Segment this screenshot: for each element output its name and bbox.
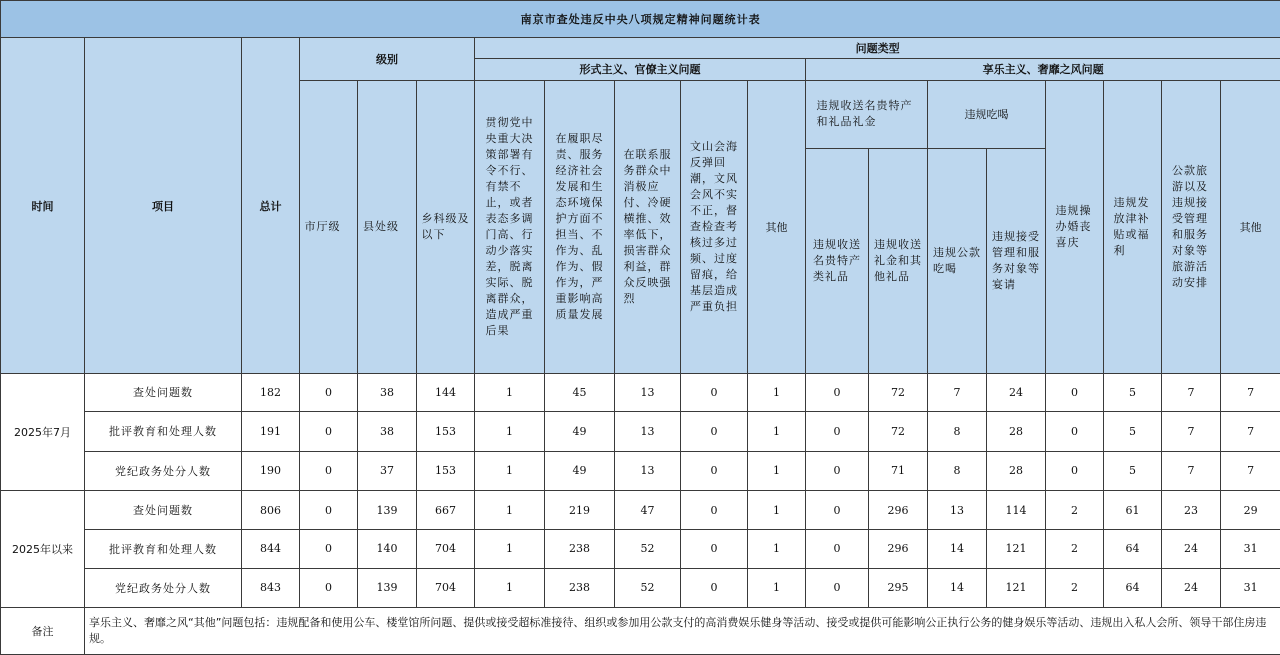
header-level-city: 市厅级 bbox=[300, 80, 358, 373]
cell: 24 bbox=[987, 373, 1046, 411]
cell: 0 bbox=[300, 451, 358, 490]
header-gift-group: 违规收送名贵特产和礼品礼金 bbox=[806, 80, 928, 148]
table-row bbox=[1, 412, 1280, 451]
cell: 296 bbox=[869, 490, 928, 529]
cell: 28 bbox=[987, 451, 1046, 490]
remark-label: 备注 bbox=[1, 608, 85, 655]
cell: 0 bbox=[681, 490, 748, 529]
cell: 238 bbox=[545, 568, 615, 607]
cell: 8 bbox=[928, 451, 987, 490]
header-hedonism-other: 其他 bbox=[1221, 80, 1280, 373]
cell: 0 bbox=[300, 412, 358, 451]
cell: 0 bbox=[681, 451, 748, 490]
cell-total: 806 bbox=[242, 490, 300, 529]
cell: 64 bbox=[1104, 530, 1162, 568]
cell: 1 bbox=[748, 568, 806, 607]
cell: 0 bbox=[806, 568, 869, 607]
cell: 121 bbox=[987, 568, 1046, 607]
table-row bbox=[1, 490, 1280, 529]
header-formalism-decision: 贯彻党中央重大决策部署有令不行、有禁不止，或者表态多调门高、行动少落实差，脱离实际、脱离群众，造成严重后果 bbox=[475, 80, 545, 373]
cell: 13 bbox=[615, 412, 681, 451]
cell: 1 bbox=[748, 451, 806, 490]
cell: 0 bbox=[806, 530, 869, 568]
header-formalism-other: 其他 bbox=[748, 80, 806, 373]
cell: 0 bbox=[806, 373, 869, 411]
table-row bbox=[1, 373, 1280, 411]
cell: 14 bbox=[928, 530, 987, 568]
cell: 296 bbox=[869, 530, 928, 568]
row-item: 批评教育和处理人数 bbox=[85, 530, 242, 568]
period-label: 2025年以来 bbox=[1, 490, 85, 607]
cell: 13 bbox=[615, 373, 681, 411]
cell: 7 bbox=[1162, 412, 1221, 451]
cell: 24 bbox=[1162, 530, 1221, 568]
header-time: 时间 bbox=[1, 38, 85, 373]
cell: 24 bbox=[1162, 568, 1221, 607]
cell: 38 bbox=[358, 412, 417, 451]
row-item: 党纪政务处分人数 bbox=[85, 568, 242, 607]
row-item: 查处问题数 bbox=[85, 373, 242, 411]
cell: 238 bbox=[545, 530, 615, 568]
cell: 7 bbox=[1221, 412, 1280, 451]
cell: 144 bbox=[417, 373, 475, 411]
period-label: 2025年7月 bbox=[1, 373, 85, 490]
cell: 7 bbox=[1221, 451, 1280, 490]
remark-text: 享乐主义、奢靡之风“其他”问题包括：违规配备和使用公车、楼堂馆所问题、提供或接受超标准接待、组织或参加用公款支付的高消费娱乐健身等活动、接受或提供可能影响公正执行公务的健身娱乐等活动、违规出入私人会所、领导干部住房违规。 bbox=[85, 608, 1280, 655]
row-item: 查处问题数 bbox=[85, 490, 242, 529]
cell: 0 bbox=[681, 568, 748, 607]
cell: 1 bbox=[475, 568, 545, 607]
cell: 38 bbox=[358, 373, 417, 411]
cell: 295 bbox=[869, 568, 928, 607]
cell: 8 bbox=[928, 412, 987, 451]
cell: 0 bbox=[300, 568, 358, 607]
cell: 52 bbox=[615, 530, 681, 568]
header-hedonism: 享乐主义、奢靡之风问题 bbox=[806, 58, 1280, 80]
row-item: 党纪政务处分人数 bbox=[85, 451, 242, 490]
cell: 0 bbox=[681, 412, 748, 451]
cell: 1 bbox=[475, 530, 545, 568]
cell: 0 bbox=[681, 530, 748, 568]
cell: 2 bbox=[1046, 490, 1104, 529]
cell: 1 bbox=[475, 451, 545, 490]
table-row bbox=[1, 530, 1280, 568]
cell: 49 bbox=[545, 412, 615, 451]
cell: 13 bbox=[615, 451, 681, 490]
cell: 23 bbox=[1162, 490, 1221, 529]
cell: 704 bbox=[417, 568, 475, 607]
cell-total: 191 bbox=[242, 412, 300, 451]
cell: 7 bbox=[928, 373, 987, 411]
header-total: 总计 bbox=[242, 38, 300, 373]
cell: 0 bbox=[681, 373, 748, 411]
header-formalism-service: 在联系服务群众中消极应付、冷硬横推、效率低下，损害群众利益，群众反映强烈 bbox=[615, 80, 681, 373]
cell: 153 bbox=[417, 451, 475, 490]
cell: 7 bbox=[1221, 373, 1280, 411]
cell: 64 bbox=[1104, 568, 1162, 607]
cell: 45 bbox=[545, 373, 615, 411]
cell: 0 bbox=[300, 490, 358, 529]
cell: 114 bbox=[987, 490, 1046, 529]
header-subsidies: 违规发放津补贴或福利 bbox=[1104, 80, 1162, 373]
cell: 28 bbox=[987, 412, 1046, 451]
header-gift-specialty: 违规收送名贵特产类礼品 bbox=[806, 149, 869, 374]
header-gift-money: 违规收送礼金和其他礼品 bbox=[869, 149, 928, 374]
cell: 52 bbox=[615, 568, 681, 607]
table-row bbox=[1, 451, 1280, 490]
cell: 1 bbox=[748, 373, 806, 411]
header-level-township: 乡科级及以下 bbox=[417, 80, 475, 373]
cell: 72 bbox=[869, 373, 928, 411]
cell: 14 bbox=[928, 568, 987, 607]
cell: 1 bbox=[748, 530, 806, 568]
cell: 37 bbox=[358, 451, 417, 490]
cell: 71 bbox=[869, 451, 928, 490]
cell: 0 bbox=[806, 412, 869, 451]
cell: 1 bbox=[475, 373, 545, 411]
header-formalism-meetings: 文山会海反弹回潮，文风会风不实不正，督查检查考核过多过频、过度留痕，给基层造成严重负担 bbox=[681, 80, 748, 373]
header-dining-public: 违规公款吃喝 bbox=[928, 149, 987, 374]
header-dining-banquet: 违规接受管理和服务对象等宴请 bbox=[987, 149, 1046, 374]
cell: 121 bbox=[987, 530, 1046, 568]
cell: 1 bbox=[475, 412, 545, 451]
header-dining-group: 违规吃喝 bbox=[928, 80, 1046, 148]
cell: 0 bbox=[1046, 412, 1104, 451]
cell: 139 bbox=[358, 568, 417, 607]
cell: 704 bbox=[417, 530, 475, 568]
cell: 31 bbox=[1221, 530, 1280, 568]
cell: 667 bbox=[417, 490, 475, 529]
cell: 0 bbox=[300, 530, 358, 568]
cell: 153 bbox=[417, 412, 475, 451]
header-weddings: 违规操办婚丧喜庆 bbox=[1046, 80, 1104, 373]
cell: 49 bbox=[545, 451, 615, 490]
cell: 61 bbox=[1104, 490, 1162, 529]
cell-total: 844 bbox=[242, 530, 300, 568]
cell: 47 bbox=[615, 490, 681, 529]
header-formalism-duty: 在履职尽责、服务经济社会发展和生态环境保护方面不担当、不作为、乱作为、假作为，严重影响高质量发展 bbox=[545, 80, 615, 373]
cell: 0 bbox=[1046, 373, 1104, 411]
cell: 13 bbox=[928, 490, 987, 529]
header-problem-type: 问题类型 bbox=[475, 38, 1280, 58]
table-title: 南京市查处违反中央八项规定精神问题统计表 bbox=[1, 1, 1280, 38]
header-level: 级别 bbox=[300, 38, 475, 81]
header-formalism: 形式主义、官僚主义问题 bbox=[475, 58, 806, 80]
header-tourism: 公款旅游以及违规接受管理和服务对象等旅游活动安排 bbox=[1162, 80, 1221, 373]
cell-total: 182 bbox=[242, 373, 300, 411]
cell: 31 bbox=[1221, 568, 1280, 607]
cell: 29 bbox=[1221, 490, 1280, 529]
cell: 2 bbox=[1046, 568, 1104, 607]
cell: 72 bbox=[869, 412, 928, 451]
cell: 139 bbox=[358, 490, 417, 529]
cell: 5 bbox=[1104, 412, 1162, 451]
cell: 2 bbox=[1046, 530, 1104, 568]
cell: 1 bbox=[748, 490, 806, 529]
cell: 7 bbox=[1162, 373, 1221, 411]
cell-total: 190 bbox=[242, 451, 300, 490]
table-row bbox=[1, 568, 1280, 607]
header-item: 项目 bbox=[85, 38, 242, 373]
cell: 1 bbox=[475, 490, 545, 529]
cell: 0 bbox=[300, 373, 358, 411]
cell: 1 bbox=[748, 412, 806, 451]
cell: 140 bbox=[358, 530, 417, 568]
cell: 0 bbox=[806, 451, 869, 490]
cell-total: 843 bbox=[242, 568, 300, 607]
header-level-county: 县处级 bbox=[358, 80, 417, 373]
row-item: 批评教育和处理人数 bbox=[85, 412, 242, 451]
cell: 5 bbox=[1104, 451, 1162, 490]
cell: 219 bbox=[545, 490, 615, 529]
cell: 0 bbox=[806, 490, 869, 529]
cell: 7 bbox=[1162, 451, 1221, 490]
cell: 0 bbox=[1046, 451, 1104, 490]
cell: 5 bbox=[1104, 373, 1162, 411]
